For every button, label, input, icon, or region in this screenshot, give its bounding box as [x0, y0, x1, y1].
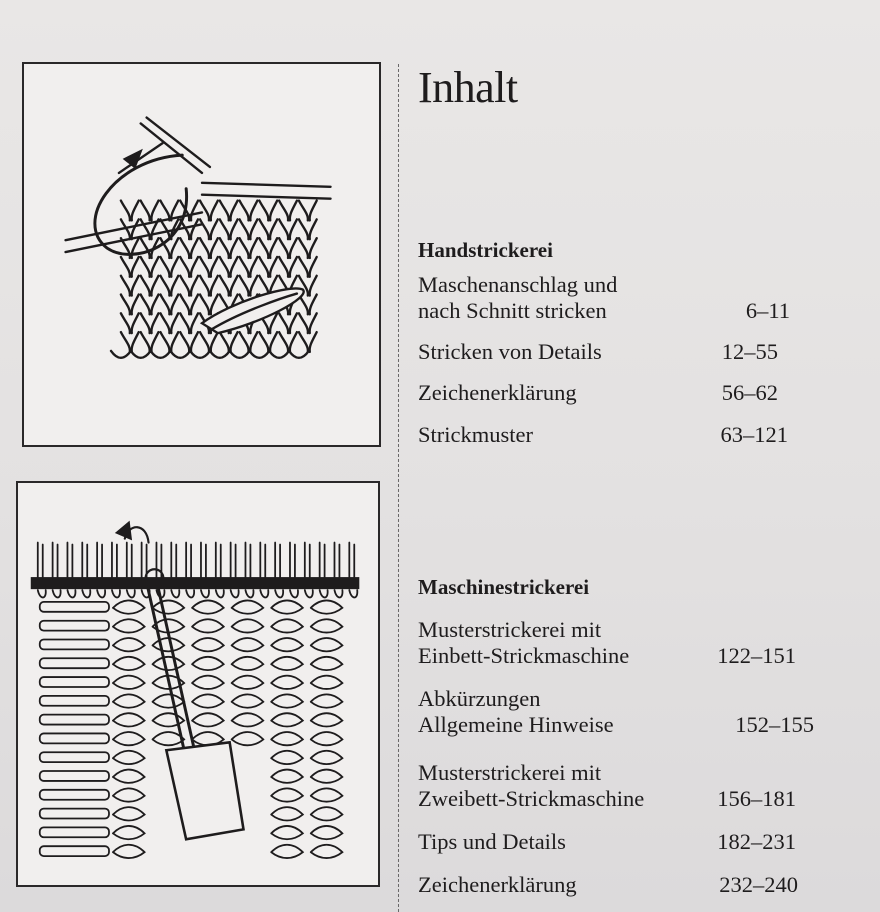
transfer-tool [147, 582, 185, 750]
toc-entry[interactable] [418, 617, 818, 669]
toc-entry-label: Abkürzungen Allgemeine Hinweise [418, 686, 614, 737]
arrow-icon [117, 523, 131, 539]
column-divider [398, 64, 399, 912]
toc-entry[interactable] [418, 872, 818, 898]
toc-entry[interactable] [418, 339, 818, 365]
toc-entry-pages: 232–240 [719, 872, 798, 897]
toc-entry[interactable] [418, 422, 818, 448]
hand-knitting-illustration [22, 62, 381, 447]
toc-entry-label: Stricken von Details [418, 339, 602, 364]
toc-entry-pages: 122–151 [717, 643, 796, 668]
toc-entry-pages: 12–55 [721, 339, 778, 364]
section-title-handstrickerei: Handstrickerei [418, 238, 553, 262]
toc-entry-pages: 182–231 [717, 829, 796, 854]
toc-entry-label: Maschenanschlag und nach Schnitt stricken [418, 272, 618, 323]
section-title-maschinestrickerei: Maschinestrickerei [418, 575, 590, 599]
toc-entry-label: Tips und Details [418, 829, 566, 854]
toc-entry[interactable] [418, 380, 818, 406]
toc-entry-pages: 156–181 [717, 786, 796, 811]
toc-entry-label: Zeichenerklärung [418, 872, 577, 897]
hand-knitting-drawing [24, 64, 379, 445]
page-title: Inhalt [418, 63, 518, 112]
toc-entry-pages: 6–11 [745, 298, 790, 323]
toc-entry-pages: 56–62 [721, 380, 778, 405]
working-needle [141, 123, 202, 172]
machine-knitting-illustration [16, 481, 380, 887]
toc-entry[interactable] [418, 272, 818, 324]
toc-entry-label: Zeichenerklärung [418, 380, 577, 405]
toc-entry-label: Musterstrickerei mit Einbett-Strickmaschine [418, 617, 630, 668]
toc-entry-label: Strickmuster [418, 422, 533, 447]
toc-entry-label: Musterstrickerei mit Zweibett-Strickmaschine [418, 760, 645, 811]
right-needle [202, 183, 331, 187]
toc-entry[interactable] [418, 760, 818, 812]
toc-entry[interactable] [418, 686, 818, 738]
toc-entry[interactable] [418, 829, 818, 855]
needle-bed [32, 578, 358, 588]
toc-entry-pages: 152–155 [735, 712, 814, 737]
toc-entry-pages: 63–121 [720, 422, 788, 447]
machine-knitting-drawing [18, 483, 378, 885]
left-needle [66, 212, 202, 240]
